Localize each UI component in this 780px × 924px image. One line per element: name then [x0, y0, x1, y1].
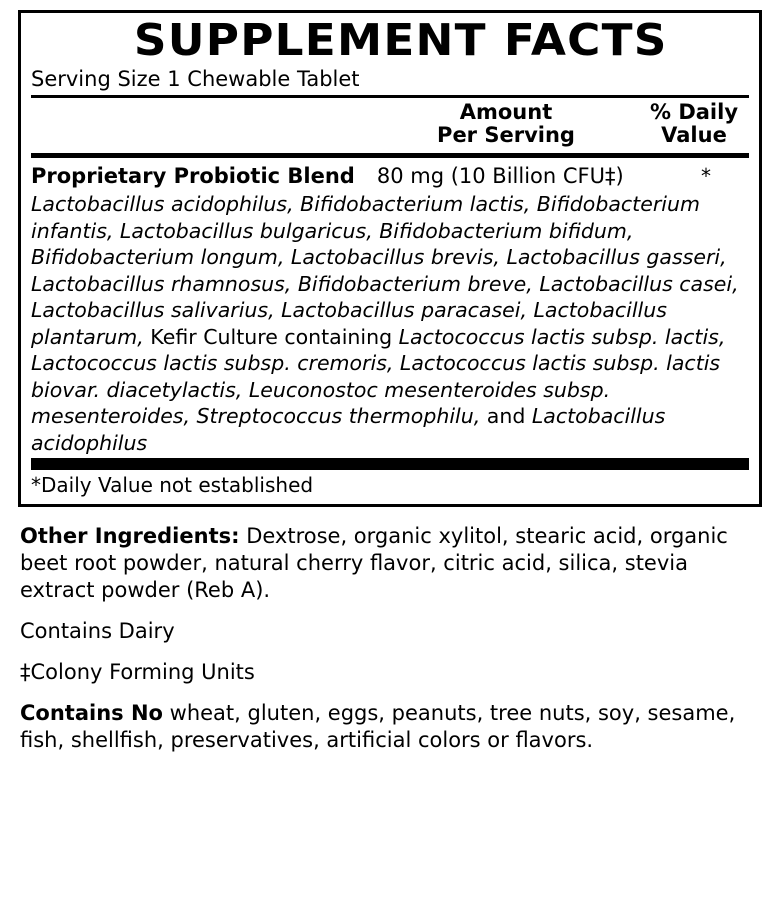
- blend-amount: 80 mg (10 Billion CFU‡): [376, 164, 624, 188]
- other-ingredients: [20, 523, 760, 604]
- column-headers: [31, 98, 749, 150]
- blend-daily-value: *: [701, 164, 711, 188]
- amount-per-serving-header: [381, 101, 631, 147]
- daily-value-footnote: *Daily Value not established: [31, 473, 314, 497]
- other-ingredients-text: Dextrose, organic xylitol, stearic acid, organic beet root powder, natural cherry flavor, citric acid, silica, stevia extract powder (Reb A).: [20, 524, 728, 602]
- serving-size-text: Serving Size 1 Chewable Tablet: [31, 67, 360, 91]
- amount-header-line2: Per Serving: [437, 123, 575, 147]
- blend-name: Proprietary Probiotic Blend: [31, 164, 355, 188]
- table-row: [31, 160, 749, 189]
- organism-list-italic-1: Lactobacillus acidophilus, Bifidobacterium lactis, Bifidobacterium infantis, Lactobacillus bulgaricus, Bifidobacterium bifidum, Bifidobacterium longum, Lactobacillus brevis, Lactobacillus gasseri, Lactobacillus rhamnosus, Bifidobacterium breve, Lactobacillus casei, Lactobacillus salivarius, Lactobacillus paracasei, Lactobacillus plantarum,: [31, 192, 739, 349]
- dv-header-line1: % Daily: [649, 100, 739, 124]
- organism-list-roman-1: Kefir Culture containing: [143, 324, 399, 349]
- contains-no-text: wheat, gluten, eggs, peanuts, tree nuts, soy, sesame, fish, shellfish, preservatives, artificial colors or flavors.: [20, 701, 736, 752]
- organism-list: [31, 189, 749, 456]
- contains-no-label: Contains No: [20, 701, 163, 725]
- daily-value-header: [639, 101, 749, 147]
- cfu-note: ‡Colony Forming Units: [20, 660, 255, 684]
- additional-info: [18, 523, 762, 754]
- dv-header-line2: Value: [661, 123, 727, 147]
- page-title: SUPPLEMENT FACTS: [133, 15, 668, 66]
- other-ingredients-label: Other Ingredients:: [20, 524, 240, 548]
- amount-header-line1: Amount: [459, 100, 553, 124]
- supplement-facts-panel: [18, 10, 762, 507]
- organism-list-roman-2: and: [480, 404, 532, 428]
- divider-bottom-thick: [31, 458, 749, 470]
- organism-list-italic-2: Lactococcus lactis subsp. lactis, Lactococcus lactis subsp. cremoris, Lactococcus lactis subsp. lactis biovar. diacetylactis, Leuconostoc mesenteroides subsp. mesenteroides, Streptococcus thermophilu,: [31, 324, 726, 428]
- contains-no-note: [20, 700, 760, 754]
- contains-dairy-note: Contains Dairy: [20, 619, 175, 643]
- divider-header-bottom: [31, 153, 749, 158]
- organism-list-italic-3: Lactobacillus acidophilus: [31, 404, 666, 455]
